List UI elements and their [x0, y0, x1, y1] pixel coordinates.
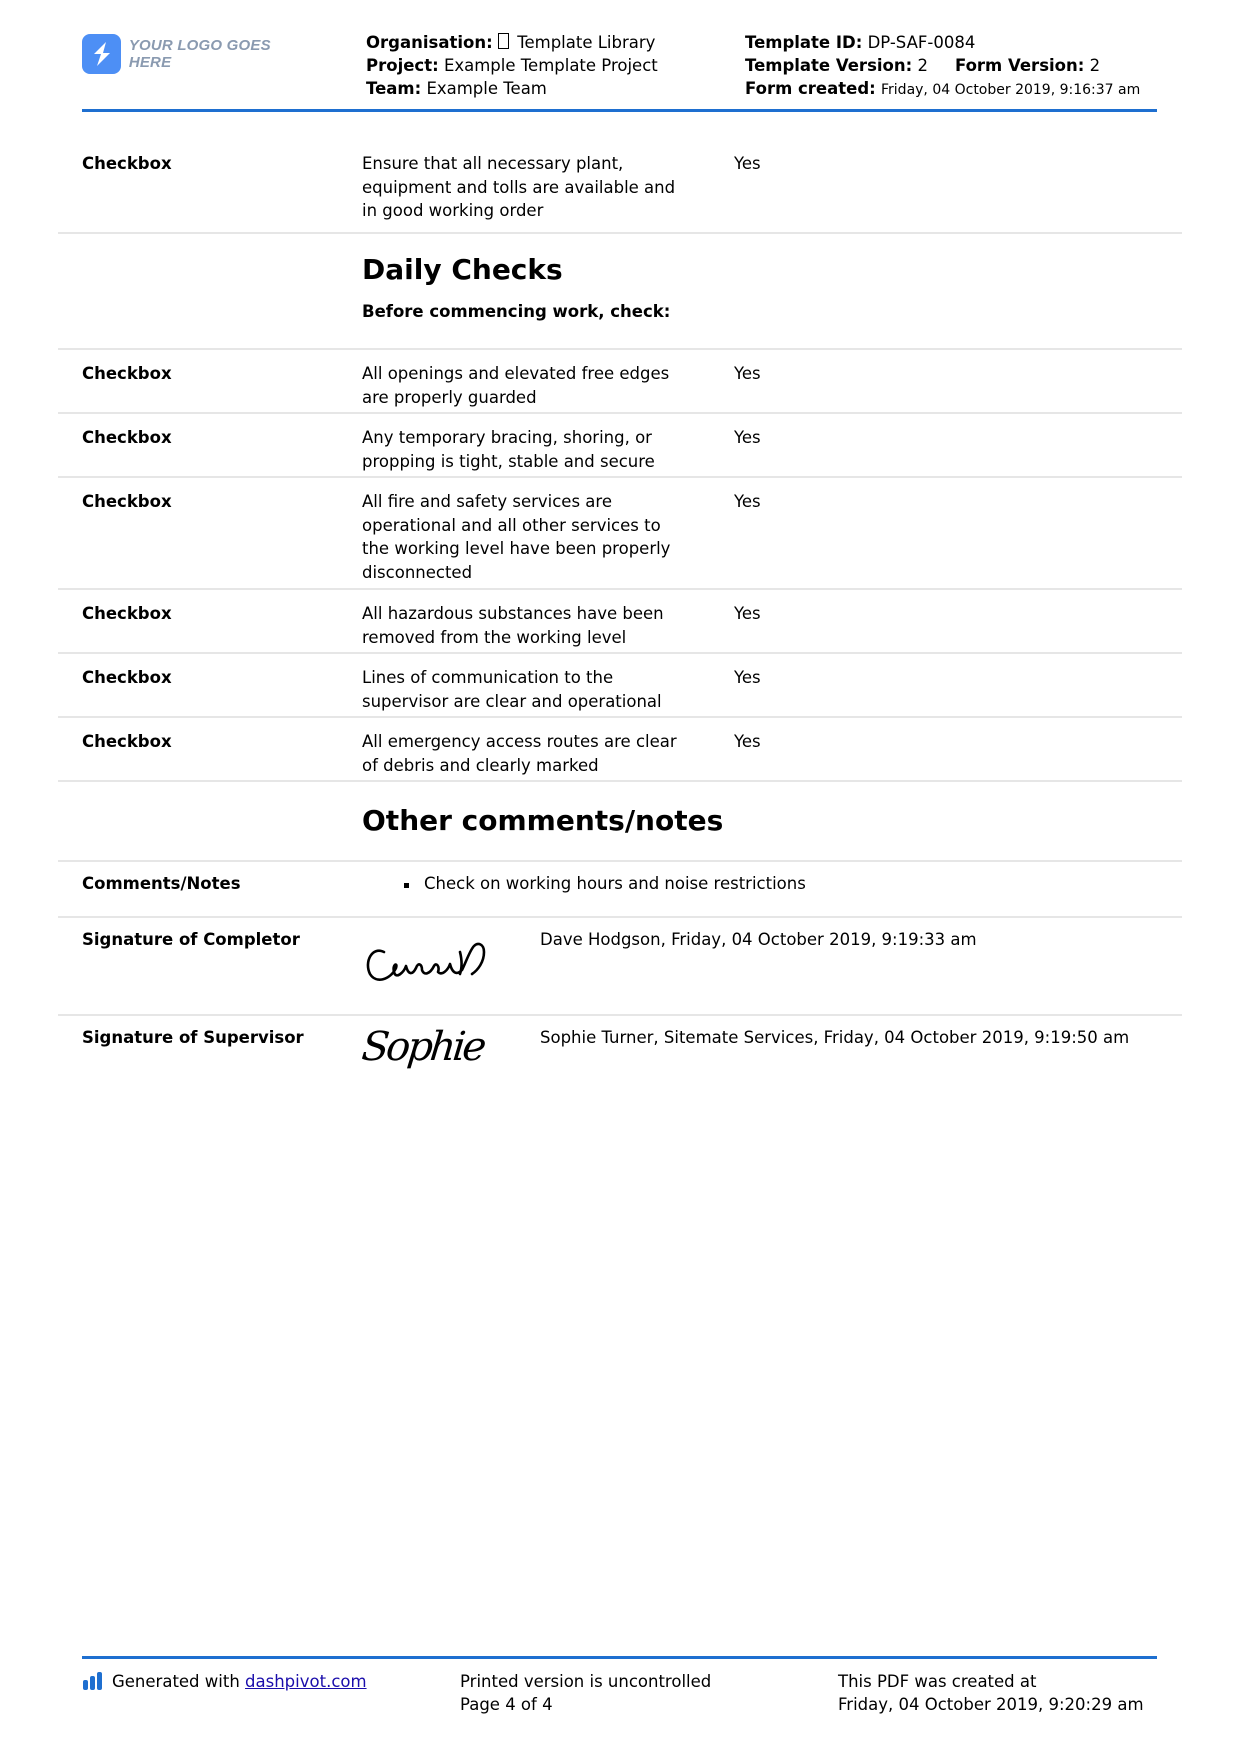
row-text: All fire and safety services are operational and all other services to the working level have been properly disconnected	[362, 492, 671, 582]
created-prefix: This PDF was created at	[838, 1672, 1037, 1691]
table-row	[58, 414, 1182, 478]
row-label: Checkbox	[82, 668, 172, 687]
template-version-value: 2	[917, 56, 928, 75]
supervisor-details: Sophie Turner, Sitemate Services, Friday, 04 October 2019, 9:19:50 am	[540, 1028, 1130, 1047]
footer-created	[838, 1670, 1144, 1716]
team-label: Team:	[366, 79, 422, 98]
table-row	[58, 478, 1182, 590]
row-text: Lines of communication to the supervisor are clear and operational	[362, 668, 662, 711]
row-value: Yes	[734, 364, 761, 383]
organisation-label: Organisation:	[366, 33, 493, 52]
row-label: Checkbox	[82, 732, 172, 751]
section-divider	[58, 782, 1182, 862]
completor-signature	[362, 932, 498, 996]
project-value: Example Template Project	[443, 56, 658, 75]
table-row	[58, 654, 1182, 718]
section-subtitle: Before commencing work, check:	[362, 302, 671, 321]
table-row	[58, 590, 1182, 654]
logo-text: YOUR LOGO GOES HERE	[128, 37, 271, 71]
organisation-value: Template Library	[511, 33, 656, 52]
form-created-label: Form created:	[745, 79, 876, 98]
row-text: All emergency access routes are clear of debris and clearly marked	[362, 732, 677, 775]
table-row	[58, 1016, 1182, 1090]
header-meta-right	[745, 31, 1140, 102]
page-header	[0, 0, 1239, 115]
template-id-value: DP-SAF-0084	[867, 33, 976, 52]
page-number: Page 4 of 4	[460, 1695, 553, 1714]
form-version-value: 2	[1089, 56, 1101, 75]
template-version-label: Template Version:	[745, 56, 913, 75]
row-label: Checkbox	[82, 604, 172, 623]
row-label: Checkbox	[82, 428, 172, 447]
section-title-daily-checks: Daily Checks	[362, 253, 563, 286]
team-value: Example Team	[426, 79, 547, 98]
row-text: Ensure that all necessary plant, equipment and tolls are available and in good working order	[362, 154, 676, 220]
row-text: All openings and elevated free edges are properly guarded	[362, 364, 670, 407]
logo-icon	[82, 34, 121, 74]
comments-list-item: Check on working hours and noise restrictions	[424, 874, 806, 893]
generated-prefix: Generated with	[112, 1672, 240, 1691]
row-text: Any temporary bracing, shoring, or propping is tight, stable and secure	[362, 428, 655, 471]
form-version-label: Form Version:	[954, 56, 1085, 75]
row-value: Yes	[734, 492, 761, 511]
template-id-label: Template ID:	[745, 33, 863, 52]
section-divider	[58, 300, 1182, 350]
footer-print-info	[460, 1670, 711, 1716]
footer-generated	[82, 1670, 367, 1696]
section-title-other-comments: Other comments/notes	[362, 804, 724, 837]
row-text: All hazardous substances have been removed from the working level	[362, 604, 664, 647]
table-row	[58, 718, 1182, 782]
row-value: Yes	[734, 154, 761, 173]
completor-label: Signature of Completor	[82, 930, 300, 949]
supervisor-signature: Sophie	[359, 1024, 486, 1070]
printed-note: Printed version is uncontrolled	[460, 1672, 712, 1691]
header-divider	[82, 109, 1157, 112]
dashpivot-link[interactable]: dashpivot.com	[245, 1672, 367, 1691]
supervisor-label: Signature of Supervisor	[82, 1028, 304, 1047]
row-value: Yes	[734, 732, 761, 751]
row-label: Checkbox	[82, 154, 172, 173]
table-row	[58, 918, 1182, 1016]
company-logo	[82, 33, 312, 75]
org-glyph-icon	[498, 33, 509, 49]
row-value: Yes	[734, 604, 761, 623]
created-value: Friday, 04 October 2019, 9:20:29 am	[838, 1695, 1144, 1714]
form-created-value: Friday, 04 October 2019, 9:16:37 am	[881, 82, 1141, 98]
footer-divider	[82, 1656, 1157, 1659]
completor-details: Dave Hodgson, Friday, 04 October 2019, 9:19:33 am	[540, 930, 977, 949]
table-row	[58, 350, 1182, 414]
row-label: Checkbox	[82, 364, 172, 383]
table-row	[58, 862, 1182, 918]
project-label: Project:	[366, 56, 439, 75]
table-row	[58, 140, 1182, 234]
row-label: Checkbox	[82, 492, 172, 511]
row-value: Yes	[734, 668, 761, 687]
row-value: Yes	[734, 428, 761, 447]
dashpivot-icon	[82, 1672, 104, 1696]
header-meta-left	[366, 31, 658, 100]
comments-label: Comments/Notes	[82, 874, 241, 893]
